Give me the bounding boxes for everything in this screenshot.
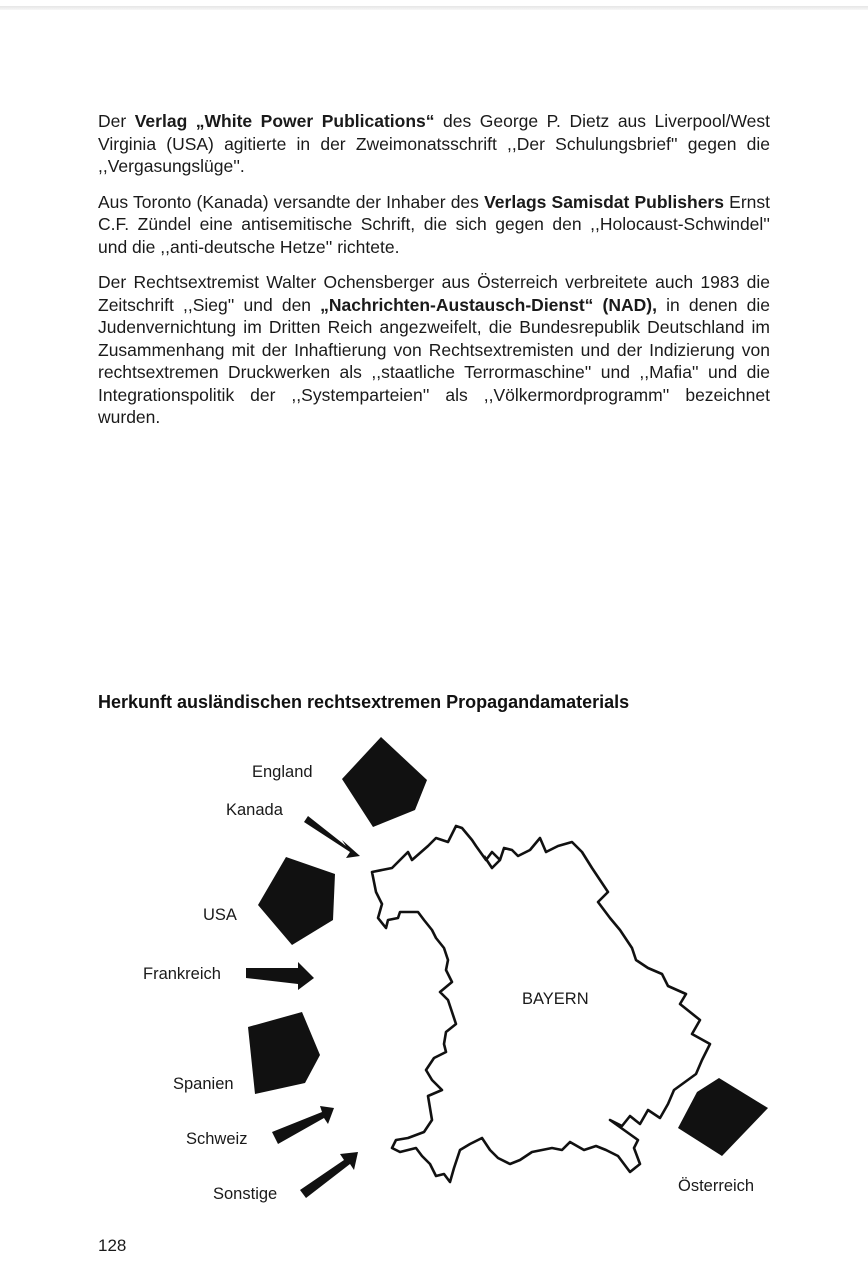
- paragraph-samisdat: Aus Toronto (Kanada) versandte der Inhaber des Verlags Samisdat Publishers Ernst C.F. Zündel eine antisemitische Schrift, die sich gegen den ,,Holocaust-Schwindel'' und die ,,anti-deutsche Hetze'' richtete.: [98, 191, 770, 257]
- sonstige-arrow: [300, 1152, 358, 1198]
- label-bayern: BAYERN: [522, 990, 589, 1008]
- label-frankreich: Frankreich: [143, 965, 221, 983]
- spanien-shape: [248, 1012, 320, 1094]
- body-text: [98, 110, 770, 442]
- paragraph-white-power: Der Verlag „White Power Publications“ des George P. Dietz aus Liverpool/West Virginia (USA) agitierte in der Zweimonatsschrift ,,Der Schulungsbrief'' gegen die ,,Vergasungslüge''.: [98, 111, 770, 176]
- label-usa: USA: [203, 906, 237, 924]
- label-kanada: Kanada: [226, 801, 283, 819]
- usa-shape: [258, 857, 335, 945]
- schweiz-arrow: [272, 1106, 334, 1144]
- label-england: England: [252, 763, 313, 781]
- bold-term: Verlags Samisdat Publishers: [484, 191, 724, 212]
- page-top-edge: [0, 6, 868, 10]
- paragraph-nad: Der Rechtsextremist Walter Ochensberger aus Österreich verbreitete auch 1983 die Zeitschrift ,,Sieg'' und den „Nachrichten-Austausch-Dienst“ (NAD), in denen die Judenvernichtung im Dritten Reich angezweifelt, die Bundesrepublik Deutschland im Zusammenhang mit der Inhaftierung von Rechtsextremisten und der Indizierung von rechtsextremen Druckwerken als ,,staatliche Terrormaschine'' und ,,Mafia'' und die Integrationspolitik der ,,Systemparteien'' als ,,Völkermordprogramm'' bezeichnet wurden.: [98, 272, 770, 427]
- england-shape: [342, 737, 427, 827]
- label-oesterreich: Österreich: [678, 1177, 755, 1195]
- figure-title: Herkunft ausländischen rechtsextremen Propagandamaterials: [98, 692, 630, 712]
- kanada-arrow: [304, 816, 360, 858]
- bold-term: Verlag „White Power Publications“: [134, 111, 435, 131]
- label-sonstige: Sonstige: [213, 1185, 278, 1203]
- label-spanien: Spanien: [173, 1075, 234, 1093]
- bold-term: „Nachrichten-Austausch-Dienst“ (NAD),: [320, 294, 657, 315]
- label-schweiz: Schweiz: [186, 1130, 248, 1148]
- origin-map: [0, 720, 868, 1220]
- oesterreich-shape: [678, 1078, 768, 1156]
- frankreich-arrow: [246, 962, 314, 990]
- page-number: 128: [98, 1236, 127, 1255]
